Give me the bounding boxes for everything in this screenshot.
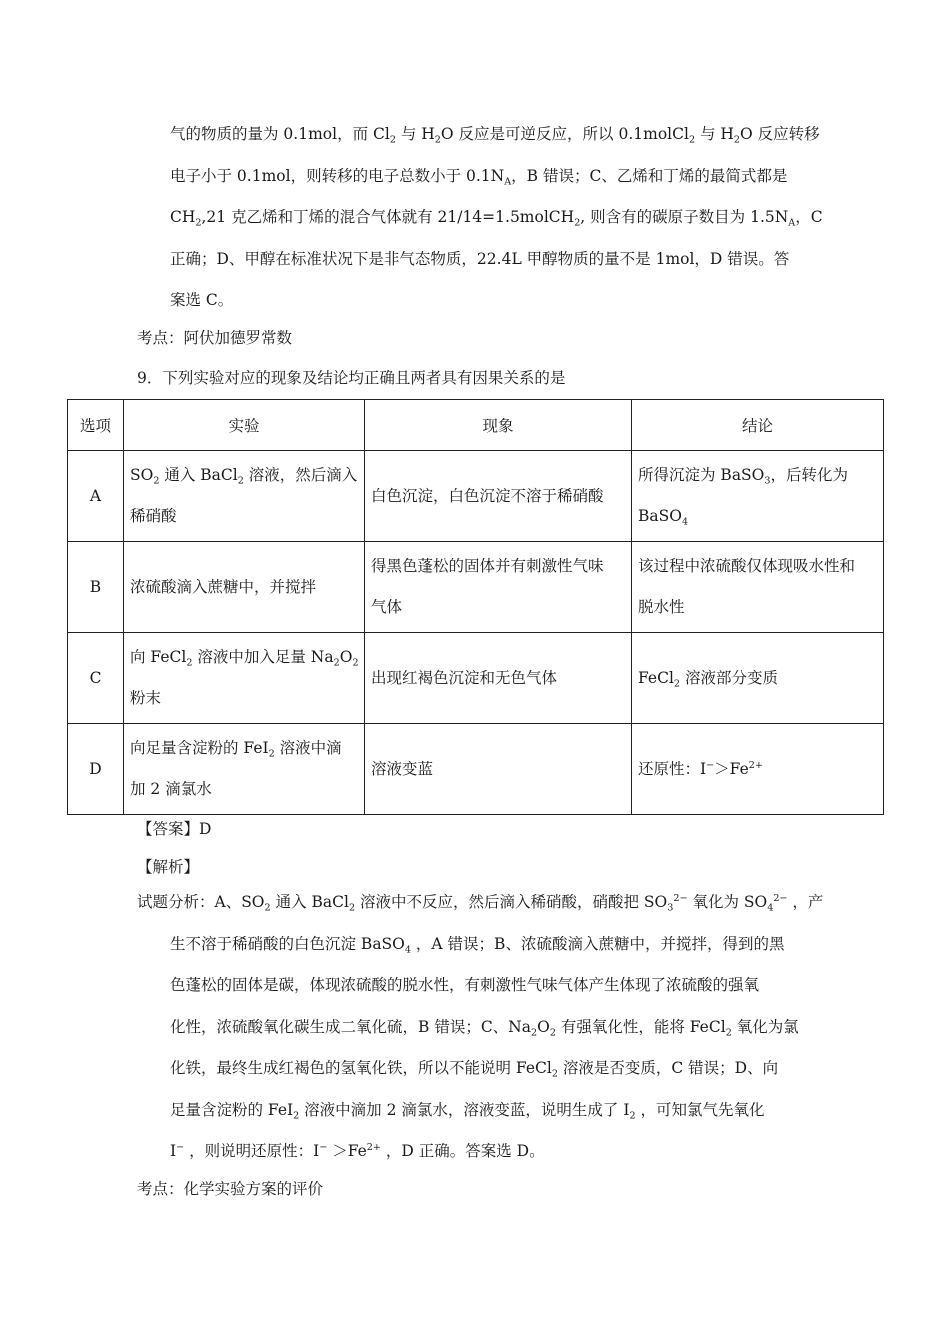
conclusion-cell xyxy=(632,724,884,815)
cell-line: 向 FeCl$_2$ 溶液中加入足量 $Na_2O_2$ xyxy=(130,648,359,669)
option-cell: A xyxy=(68,451,124,542)
cell-line: 该过程中浓硫酸仅体现吸水性和 xyxy=(638,557,856,575)
text-line: 正确；D、甲醇在标准状况下是非气态物质，22.4L 甲醇物质的量不是 1mol，D 错误。答 xyxy=(170,249,790,268)
phenomenon-cell xyxy=(365,451,632,542)
experiment-cell xyxy=(124,724,365,815)
cell-line: 浓硫酸滴入蔗糖中，并搅拌 xyxy=(130,577,317,596)
phenomenon-cell xyxy=(365,633,632,724)
cell-line: 得黑色蓬松的固体并有刺激性气味 xyxy=(371,557,604,575)
cell-line: 所得沉淀为 BaSO$_3$，后转化为 xyxy=(638,466,849,487)
table-row-a xyxy=(68,451,884,542)
table-row-c xyxy=(68,633,884,724)
header-phenomenon: 现象 xyxy=(365,400,632,451)
cell-line: BaSO$_4$ xyxy=(638,507,689,528)
conclusion-cell xyxy=(632,542,884,633)
text-line: 案选 C。 xyxy=(170,291,234,309)
cell-line: 溶液变蓝 xyxy=(371,759,434,778)
conclusion-cell xyxy=(632,633,884,724)
option-cell: C xyxy=(68,633,124,724)
table-row-d xyxy=(68,724,884,815)
experiment-cell xyxy=(124,633,365,724)
text-line: 化铁，最终生成红褐色的氢氧化铁，所以不能说明 FeCl$_2$ 溶液是否变质，C 错误；D、向 xyxy=(170,1059,779,1080)
option-cell: D xyxy=(68,724,124,815)
cell-line: 脱水性 xyxy=(638,598,685,616)
cell-line: 加 2 滴氯水 xyxy=(130,780,212,798)
text-line: 化性，浓硫酸氧化碳生成二氧化硫，B 错误；C、$Na_2O_2$ 有强氧化性，能将 FeCl$_2$ 氧化为氯 xyxy=(170,1017,799,1038)
cell-line: 粉末 xyxy=(130,689,162,707)
table-header-row xyxy=(68,400,884,451)
top-paragraph xyxy=(170,114,823,322)
table-row-b xyxy=(68,542,884,633)
text-line: 电子小于 0.1mol，则转移的电子总数小于 $0.1N_A$，B 错误；C、乙烯和丁烯的最简式都是 xyxy=(170,166,788,187)
phenomenon-cell xyxy=(365,724,632,815)
cell-line: FeCl$_2$ 溶液部分变质 xyxy=(638,668,778,689)
header-experiment: 实验 xyxy=(124,400,365,451)
cell-line: 向足量含淀粉的 FeI$_2$ 溶液中滴 xyxy=(130,739,342,760)
topic-line: 考点：化学实验方案的评价 xyxy=(137,1180,324,1198)
cell-line: $SO_2$ 通入 BaCl$_2$ 溶液，然后滴入 xyxy=(130,466,358,487)
text-line: $CH_2,21$ 克乙烯和丁烯的混合气体就有 21/14=1.5molCH$_2$, 则含有的碳原子数目为 $1.5N_A$，C xyxy=(170,208,823,229)
analysis-paragraph xyxy=(137,882,824,1173)
text-line: 试题分析：A、$SO_2$ 通入 BaCl$_2$ 溶液中不反应，然后滴入稀硝酸，硝酸把 $SO_3^{2-}$ 氧化为 $SO_4^{2-}$ ，产 xyxy=(137,893,824,914)
text-line: 气的物质的量为 0.1mol，而 $Cl_2$ 与 $H_2O$ 反应是可逆反应，所以 0.1molCl$_2$ 与 $H_2O$ 反应转移 xyxy=(170,125,820,146)
option-cell: B xyxy=(68,542,124,633)
header-option: 选项 xyxy=(68,400,124,451)
cell-line: 气体 xyxy=(371,598,403,616)
question-9-stem: 9．下列实验对应的现象及结论均正确且两者具有因果关系的是 xyxy=(137,369,566,387)
experiment-cell xyxy=(124,542,365,633)
cell-line: 出现红褐色沉淀和无色气体 xyxy=(371,668,558,687)
experiment-cell xyxy=(124,451,365,542)
text-line: 色蓬松的固体是碳，体现浓硫酸的脱水性，有刺激性气味气体产生体现了浓硫酸的强氧 xyxy=(170,976,760,994)
topic-line: 考点：阿伏加德罗常数 xyxy=(137,329,293,347)
answer-line: 【答案】D xyxy=(137,820,212,838)
analysis-heading: 【解析】 xyxy=(137,858,200,876)
cell-line: 还原性：$I^->Fe^{2+}$ xyxy=(638,759,763,778)
text-line: 足量含淀粉的 FeI$_2$ 溶液中滴加 2 滴氯水，溶液变蓝，说明生成了 $I_2$ ，可知氯气先氧化 xyxy=(170,1100,765,1121)
conclusion-cell xyxy=(632,451,884,542)
header-conclusion: 结论 xyxy=(632,400,884,451)
text-line: 生不溶于稀硝酸的白色沉淀 BaSO$_4$ ，A 错误；B、浓硫酸滴入蔗糖中，并搅拌，得到的黑 xyxy=(170,934,785,955)
phenomenon-cell xyxy=(365,542,632,633)
cell-line: 稀硝酸 xyxy=(130,507,177,525)
cell-line: 白色沉淀，白色沉淀不溶于稀硝酸 xyxy=(371,486,604,505)
question-9-table xyxy=(67,399,884,815)
text-line: I− ，则说明还原性：$I^- >Fe^{2+}$ ，D 正确。答案选 D。 xyxy=(170,1142,545,1160)
